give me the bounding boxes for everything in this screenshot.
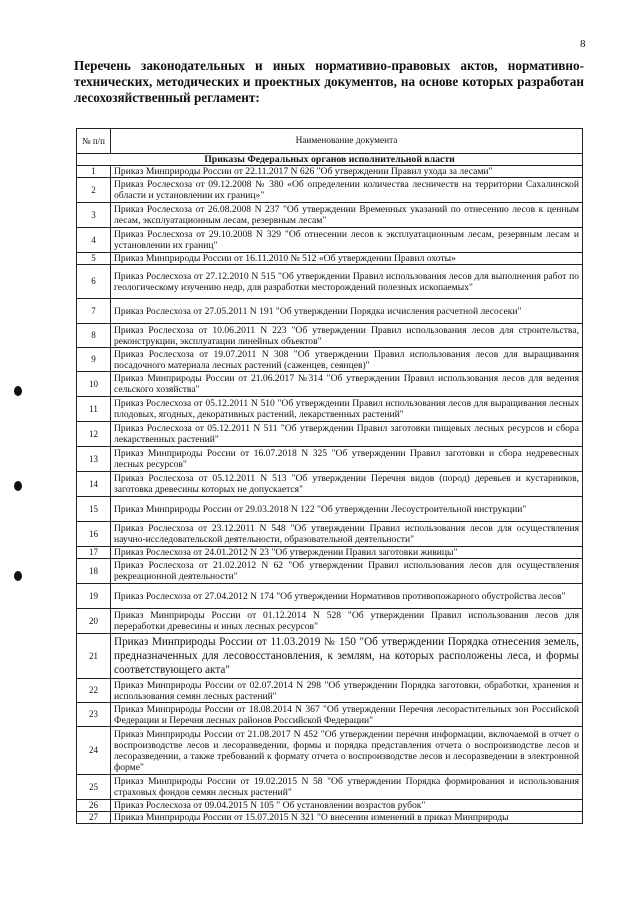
table-row (77, 203, 583, 228)
row-number: 11 (77, 397, 111, 422)
document-name: Приказ Рослесхоза от 09.12.2008 № 380 «Об определении количества лесничеств на территории Сахалинской области и установлении их границ»" (111, 178, 583, 203)
table-row (77, 522, 583, 547)
document-name: Приказ Рослесхоза от 05.12.2011 N 510 "Об утверждении Правил использования лесов для выращивания лесных плодовых, ягодных, декоративных растений, лекарственных растений" (111, 397, 583, 422)
header-number: № п/п (77, 129, 111, 154)
table-row (77, 497, 583, 522)
document-name: Приказ Минприроды России от 19.02.2015 N 58 "Об утверждении Порядка формирования и использования страховых фондов семян лесных растений" (111, 775, 583, 800)
row-number: 10 (77, 372, 111, 397)
row-number: 2 (77, 178, 111, 203)
punch-mark (14, 571, 22, 581)
row-number: 22 (77, 679, 111, 703)
table-row (77, 775, 583, 800)
document-name: Приказ Рослесхоза от 26.08.2008 N 237 "Об утверждении Временных указаний по отнесению лесов к ценным лесам, эксплуатационным лесам, резервным лесам" (111, 203, 583, 228)
document-name: Приказ Минприроды России от 22.11.2017 N 626 "Об утверждении Правил ухода за лесами" (111, 166, 583, 178)
row-number: 25 (77, 775, 111, 800)
documents-table (76, 128, 583, 824)
document-name: Приказ Рослесхоза от 27.04.2012 N 174 "Об утверждении Нормативов противопожарного обустройства лесов" (111, 584, 583, 609)
table-row (77, 299, 583, 324)
document-name: Приказ Рослесхоза от 21.02.2012 N 62 "Об утверждении Правил использования лесов для осуществления рекреационной деятельности" (111, 559, 583, 584)
document-name: Приказ Минприроды России от 16.07.2018 N 325 "Об утверждении Правил заготовки и сбора недревесных лесных ресурсов" (111, 447, 583, 472)
table-row (77, 447, 583, 472)
table-row (77, 265, 583, 299)
row-number: 4 (77, 228, 111, 253)
table-row (77, 422, 583, 447)
table-row (77, 812, 583, 824)
table-row (77, 679, 583, 703)
table-row (77, 472, 583, 497)
table-row (77, 324, 583, 348)
document-name: Приказ Минприроды России от 01.12.2014 N 528 "Об утверждении Правил использования лесов для переработки древесины и иных лесных ресурсов" (111, 609, 583, 634)
table-row (77, 166, 583, 178)
row-number: 27 (77, 812, 111, 824)
page-number: 8 (580, 38, 586, 50)
document-name: Приказ Минприроды России от 15.07.2015 N 321 "О внесении изменений в приказ Минприроды (111, 812, 583, 824)
header-document-name: Наименование документа (111, 129, 583, 154)
document-name: Приказ Рослесхоза от 24.01.2012 N 23 "Об утверждении Правил заготовки живицы" (111, 547, 583, 559)
document-name: Приказ Рослесхоза от 23.12.2011 N 548 "Об утверждении Правил использования лесов для осуществления научно-исследовательской деятельности, образовательной деятельности" (111, 522, 583, 547)
table-row (77, 559, 583, 584)
document-name: Приказ Рослесхоза от 19.07.2011 N 308 "Об утверждении Правил использования лесов для выращивания посадочного материала лесных растений (саженцев, сеянцев)" (111, 348, 583, 372)
row-number: 17 (77, 547, 111, 559)
row-number: 1 (77, 166, 111, 178)
row-number: 5 (77, 253, 111, 265)
row-number: 7 (77, 299, 111, 324)
row-number: 24 (77, 727, 111, 775)
row-number: 13 (77, 447, 111, 472)
document-name: Приказ Минприроды России от 18.08.2014 N 367 "Об утверждении Перечня лесорастительных зон Российской Федерации и Перечня лесных районов Российской Федерации" (111, 703, 583, 727)
table-row (77, 584, 583, 609)
row-number: 21 (77, 634, 111, 679)
document-name: Приказ Рослесхоза от 27.12.2010 N 515 "Об утверждении Правил использования лесов для выполнения работ по геологическому изучению недр, для разработки месторождений полезных ископаемых" (111, 265, 583, 299)
document-name: Приказ Минприроды России от 21.08.2017 N 452 "Об утверждении перечня информации, включаемой в отчет о воспроизводстве лесов и лесоразведении, формы и порядка представления отчета о воспроизводстве лесов и лесоразведении, а также требований к формату отчета о воспроизводстве лесов и лесоразведении в электронной форме" (111, 727, 583, 775)
document-name: Приказ Рослесхоза от 05.12.2011 N 513 "Об утверждении Перечня видов (пород) деревьев и кустарников, заготовка древесины которых не допускается" (111, 472, 583, 497)
table-row (77, 703, 583, 727)
document-name: Приказ Рослесхоза от 09.04.2015 N 105 " Об установлении возрастов рубок" (111, 800, 583, 812)
table-row (77, 609, 583, 634)
row-number: 23 (77, 703, 111, 727)
row-number: 15 (77, 497, 111, 522)
document-name: Приказ Минприроды России от 29.03.2018 N 122 "Об утверждении Лесоустроительной инструкции" (111, 497, 583, 522)
punch-mark (14, 386, 22, 396)
punch-mark (14, 481, 22, 491)
page-title: Перечень законодательных и иных нормативно-правовых актов, нормативно-технических, методических и проектных документов, на основе которых разработан лесохозяйственный регламент: (74, 58, 584, 105)
row-number: 9 (77, 348, 111, 372)
table-row (77, 800, 583, 812)
table-row (77, 397, 583, 422)
row-number: 18 (77, 559, 111, 584)
table-row (77, 727, 583, 775)
table-row (77, 634, 583, 679)
row-number: 16 (77, 522, 111, 547)
document-name: Приказ Минприроды России от 11.03.2019 № 150 "Об утверждении Порядка отнесения земель, предназначенных для лесовосстановления, к землям, на которых расположены леса, и формы соответствующего акта" (111, 634, 583, 679)
document-name: Приказ Минприроды России от 02.07.2014 N 298 "Об утверждении Порядка заготовки, обработки, хранения и использования семян лесных растений" (111, 679, 583, 703)
row-number: 12 (77, 422, 111, 447)
row-number: 26 (77, 800, 111, 812)
row-number: 8 (77, 324, 111, 348)
document-name: Приказ Рослесхоза от 27.05.2011 N 191 "Об утверждении Порядка исчисления расчетной лесосеки" (111, 299, 583, 324)
document-name: Приказ Рослесхоза от 05.12.2011 N 511 "Об утверждении Правил заготовки пищевых лесных ресурсов и сбора лекарственных растений" (111, 422, 583, 447)
row-number: 14 (77, 472, 111, 497)
document-name: Приказ Минприроды России от 21.06.2017 №314 "Об утверждении Правил использования лесов для ведения сельского хозяйства" (111, 372, 583, 397)
table-row (77, 372, 583, 397)
document-name: Приказ Рослесхоза от 29.10.2008 N 329 "Об отнесении лесов к эксплуатационным лесам, резервным лесам и установлении их границ" (111, 228, 583, 253)
table-row (77, 178, 583, 203)
row-number: 3 (77, 203, 111, 228)
table-row (77, 348, 583, 372)
table-row (77, 253, 583, 265)
row-number: 20 (77, 609, 111, 634)
document-name: Приказ Минприроды России от 16.11.2010 № 512 «Об утверждении Правил охоты» (111, 253, 583, 265)
table-row (77, 547, 583, 559)
document-name: Приказ Рослесхоза от 10.06.2011 N 223 "Об утверждении Правил использования лесов для строительства, реконструкции, эксплуатации линейных объектов" (111, 324, 583, 348)
section-heading: Приказы Федеральных органов исполнительной власти (77, 154, 583, 166)
table-row (77, 228, 583, 253)
row-number: 19 (77, 584, 111, 609)
row-number: 6 (77, 265, 111, 299)
